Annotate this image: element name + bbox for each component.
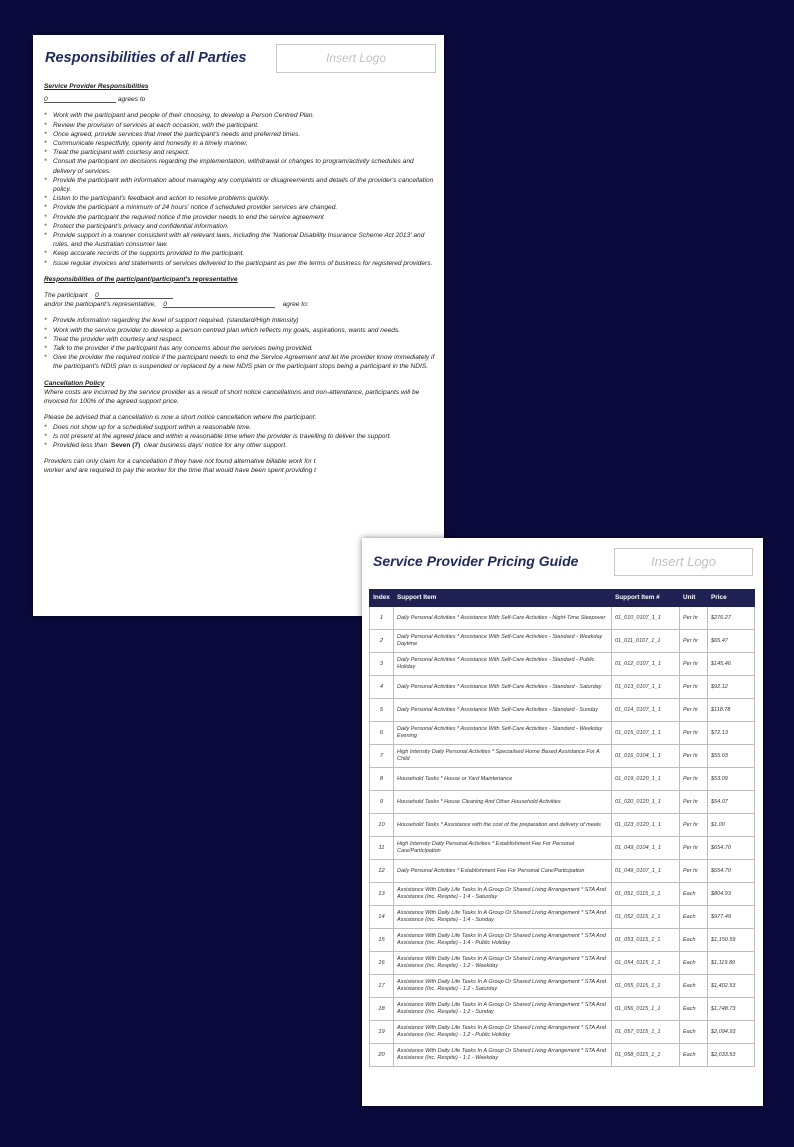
support-item-number-cell: 01_058_0115_1_1 xyxy=(612,1044,680,1067)
price-cell: $1.00 xyxy=(708,814,755,837)
price-cell: $1,748.73 xyxy=(708,998,755,1021)
unit-cell: Per hr xyxy=(680,745,708,768)
unit-cell: Each xyxy=(680,1021,708,1044)
index-cell: 4 xyxy=(370,676,394,699)
price-cell: $92.12 xyxy=(708,676,755,699)
index-cell: 11 xyxy=(370,837,394,860)
price-cell: $276.27 xyxy=(708,607,755,630)
pricing-table-body xyxy=(370,607,755,1067)
price-cell: $2,033.53 xyxy=(708,1044,755,1067)
list-item: * Is not present at the agreed place and within a reasonable time when the provider is travelling to deliver the support. xyxy=(44,432,436,441)
participant-heading: Responsibilities of the participant/participant's representative xyxy=(44,275,238,283)
support-item-number-cell: 01_051_0115_1_1 xyxy=(612,883,680,906)
index-cell: 16 xyxy=(370,952,394,975)
support-item-cell: Assistance With Daily Life Tasks In A Group Or Shared Living Arrangement * STA And Assistance (Inc. Respite) - 1:2 - Public Holiday xyxy=(394,1021,612,1044)
unit-cell: Per hr xyxy=(680,630,708,653)
table-row xyxy=(370,722,755,745)
index-cell: 20 xyxy=(370,1044,394,1067)
support-item-number-cell: 01_016_0104_1_1 xyxy=(612,745,680,768)
price-cell: $1,150.59 xyxy=(708,929,755,952)
support-item-number-cell: 01_054_0115_1_1 xyxy=(612,952,680,975)
table-row xyxy=(370,1021,755,1044)
cancellation-intro: Where costs are incurred by the service provider as a result of short notice cancellations and non-attendance, participants will be invoiced for 100% of the agreed support price. xyxy=(44,388,420,406)
unit-cell: Each xyxy=(680,883,708,906)
page-title: Service Provider Pricing Guide xyxy=(373,553,579,569)
index-cell: 10 xyxy=(370,814,394,837)
support-item-number-cell: 01_013_0107_1_1 xyxy=(612,676,680,699)
price-cell: $654.70 xyxy=(708,860,755,883)
responsibilities-page xyxy=(33,35,444,616)
table-row xyxy=(370,998,755,1021)
table-row xyxy=(370,699,755,722)
support-item-cell: Assistance With Daily Life Tasks In A Group Or Shared Living Arrangement * STA And Assistance (Inc. Respite) - 1:4 - Public Holiday xyxy=(394,929,612,952)
unit-cell: Each xyxy=(680,998,708,1021)
support-item-number-cell: 01_014_0107_1_1 xyxy=(612,699,680,722)
price-cell: $1,402.53 xyxy=(708,975,755,998)
price-cell: $1,119.89 xyxy=(708,952,755,975)
support-item-cell: Assistance With Daily Life Tasks In A Group Or Shared Living Arrangement * STA And Assistance (Inc. Respite) - 1:4 - Sunday xyxy=(394,906,612,929)
column-header-index: Index xyxy=(370,590,394,607)
price-cell: $977.49 xyxy=(708,906,755,929)
support-item-number-cell: 01_010_0107_1_1 xyxy=(612,607,680,630)
index-cell: 18 xyxy=(370,998,394,1021)
representative-line: and/or the participant's representative, 0 agree to: xyxy=(44,301,309,309)
list-item: * Give the provider the required notice if the participant needs to end the Service Agreement and let the provider know immediately if the participant's NDIS plan is suspended or replaced by a new NDIS plan or the participant stops being a participant in the NDIS. xyxy=(44,353,436,371)
unit-cell: Per hr xyxy=(680,837,708,860)
support-item-number-cell: 01_056_0115_1_1 xyxy=(612,998,680,1021)
support-item-cell: Daily Personal Activities * Assistance With Self-Care Activities - Standard - Public Holiday xyxy=(394,653,612,676)
unit-cell: Per hr xyxy=(680,676,708,699)
index-cell: 15 xyxy=(370,929,394,952)
support-item-number-cell: 01_052_0115_1_1 xyxy=(612,906,680,929)
support-item-cell: Daily Personal Activities * Establishment Fee For Personal Care/Participation xyxy=(394,860,612,883)
table-row xyxy=(370,906,755,929)
list-item: * Once agreed, provide services that meet the participant's needs and preferred times. xyxy=(44,130,436,139)
table-row xyxy=(370,814,755,837)
pricing-table xyxy=(369,589,755,1067)
support-item-number-cell: 01_015_0107_1_1 xyxy=(612,722,680,745)
index-cell: 12 xyxy=(370,860,394,883)
support-item-number-cell: 01_057_0115_1_1 xyxy=(612,1021,680,1044)
support-item-number-cell: 01_049_0107_1_1 xyxy=(612,860,680,883)
list-item: * Talk to the provider if the participant has any concerns about the services being provided. xyxy=(44,344,436,353)
unit-cell: Per hr xyxy=(680,699,708,722)
table-row xyxy=(370,837,755,860)
support-item-cell: Assistance With Daily Life Tasks In A Group Or Shared Living Arrangement * STA And Assistance (Inc. Respite) - 1:1 - Weekday xyxy=(394,1044,612,1067)
index-cell: 19 xyxy=(370,1021,394,1044)
table-row xyxy=(370,975,755,998)
support-item-cell: Assistance With Daily Life Tasks In A Group Or Shared Living Arrangement * STA And Assistance (Inc. Respite) - 1:2 - Weekday xyxy=(394,952,612,975)
table-row xyxy=(370,883,755,906)
support-item-number-cell: 01_012_0107_1_1 xyxy=(612,653,680,676)
list-item: * Provided less than Seven (7) clear business days' notice for any other support. xyxy=(44,441,436,450)
index-cell: 9 xyxy=(370,791,394,814)
index-cell: 6 xyxy=(370,722,394,745)
support-item-number-cell: 01_049_0104_1_1 xyxy=(612,837,680,860)
provider-heading: Service Provider Responsibilities xyxy=(44,83,149,90)
price-cell: $72.13 xyxy=(708,722,755,745)
index-cell: 5 xyxy=(370,699,394,722)
agrees-to-text: agrees to xyxy=(117,96,146,104)
price-cell: $118.78 xyxy=(708,699,755,722)
list-item: * Treat the provider with courtesy and respect. xyxy=(44,335,436,344)
pricing-guide-page xyxy=(362,538,763,1106)
support-item-number-cell: 01_023_0120_1_1 xyxy=(612,814,680,837)
support-item-cell: Daily Personal Activities * Assistance With Self-Care Activities - Standard - Weekday Daytime xyxy=(394,630,612,653)
unit-cell: Each xyxy=(680,1044,708,1067)
support-item-number-cell: 01_011_0107_1_1 xyxy=(612,630,680,653)
claim-line-1: Providers can only claim for a cancellation if they have not found alternative billable work for t xyxy=(44,458,316,466)
price-cell: $654.70 xyxy=(708,837,755,860)
support-item-cell: Daily Personal Activities * Assistance With Self-Care Activities - Standard - Saturday xyxy=(394,676,612,699)
table-header-row xyxy=(370,590,755,607)
list-item: * Review the provision of services at each occasion, with the participant. xyxy=(44,121,436,130)
table-row xyxy=(370,860,755,883)
list-item: * Does not show up for a scheduled support within a reasonable time. xyxy=(44,423,436,432)
unit-cell: Per hr xyxy=(680,653,708,676)
logo-placeholder: Insert Logo xyxy=(276,44,436,73)
unit-cell: Per hr xyxy=(680,607,708,630)
provider-agrees-line xyxy=(44,95,436,104)
cancellation-heading: Cancellation Policy xyxy=(44,379,105,387)
support-item-number-cell: 01_055_0115_1_1 xyxy=(612,975,680,998)
support-item-number-cell: 01_053_0115_1_1 xyxy=(612,929,680,952)
list-item: * Provide the participant with information about managing any complaints or disagreements and details of the provider's cancellation policy. xyxy=(44,176,436,194)
list-item: * Provide the participant the required notice if the provider needs to end the service agreement xyxy=(44,213,436,222)
list-item: * Work with the service provider to develop a person centred plan which reflects my goals, aspirations, wants and needs. xyxy=(44,326,436,335)
list-item: * Communicate respectfully, openly and honestly in a timely manner. xyxy=(44,139,436,148)
unit-cell: Each xyxy=(680,952,708,975)
table-row xyxy=(370,745,755,768)
support-item-cell: Daily Personal Activities * Assistance With Self-Care Activities - Standard - Weekday Evening xyxy=(394,722,612,745)
list-item: * Keep accurate records of the supports provided to the participant. xyxy=(44,249,436,258)
price-cell: $2,094.93 xyxy=(708,1021,755,1044)
index-cell: 13 xyxy=(370,883,394,906)
support-item-cell: Assistance With Daily Life Tasks In A Group Or Shared Living Arrangement * STA And Assistance (Inc. Respite) - 1:2 - Sunday xyxy=(394,998,612,1021)
participant-responsibility-list xyxy=(44,316,436,371)
index-cell: 2 xyxy=(370,630,394,653)
unit-cell: Each xyxy=(680,906,708,929)
support-item-number-cell: 01_019_0120_1_1 xyxy=(612,768,680,791)
table-row xyxy=(370,630,755,653)
support-item-cell: Household Tasks * House Cleaning And Other Household Activities xyxy=(394,791,612,814)
list-item: * Protect the participant's privacy and confidential information. xyxy=(44,222,436,231)
table-row xyxy=(370,607,755,630)
page-title: Responsibilities of all Parties xyxy=(45,50,247,66)
claim-line-2: worker and are required to pay the worker for the time that would have been spent providing t xyxy=(44,467,316,475)
provider-name-field[interactable]: 0 xyxy=(44,95,116,103)
index-cell: 7 xyxy=(370,745,394,768)
list-item: * Provide the participant a minimum of 24 hours' notice if scheduled provider services are changed. xyxy=(44,203,436,212)
unit-cell: Per hr xyxy=(680,860,708,883)
index-cell: 8 xyxy=(370,768,394,791)
list-item: * Work with the participant and people of their choosing, to develop a Person Centred Plan. xyxy=(44,111,436,120)
support-item-cell: Household Tasks * House or Yard Maintenance xyxy=(394,768,612,791)
list-item: * Issue regular invoices and statements of services delivered to the participant as per the terms of business for registered providers. xyxy=(44,259,436,268)
representative-name-field[interactable]: 0 xyxy=(163,300,275,308)
support-item-cell: Assistance With Daily Life Tasks In A Group Or Shared Living Arrangement * STA And Assistance (Inc. Respite) - 1:2 - Saturday xyxy=(394,975,612,998)
cancellation-advised: Please be advised that a cancellation is now a short notice cancellation where the participant: xyxy=(44,414,317,422)
unit-cell: Per hr xyxy=(680,791,708,814)
support-item-cell: High Intensity Daily Personal Activities * Establishment Fee For Personal Care/Participation xyxy=(394,837,612,860)
price-cell: $54.07 xyxy=(708,791,755,814)
list-item: * Listen to the participant's feedback and action to resolve problems quickly. xyxy=(44,194,436,203)
table-row xyxy=(370,676,755,699)
list-item: * Provide information regarding the level of support required. (standard/High Intensity) xyxy=(44,316,436,325)
column-header-support-item-number: Support Item # xyxy=(612,590,680,607)
list-item: * Treat the participant with courtesy and respect. xyxy=(44,148,436,157)
unit-cell: Per hr xyxy=(680,768,708,791)
price-cell: $53.09 xyxy=(708,768,755,791)
index-cell: 17 xyxy=(370,975,394,998)
index-cell: 3 xyxy=(370,653,394,676)
table-row xyxy=(370,1044,755,1067)
price-cell: $65.47 xyxy=(708,630,755,653)
unit-cell: Per hr xyxy=(680,814,708,837)
support-item-cell: Assistance With Daily Life Tasks In A Group Or Shared Living Arrangement * STA And Assistance (Inc. Respite) - 1:4 - Saturday xyxy=(394,883,612,906)
cancellation-notice-list xyxy=(44,441,436,450)
table-row xyxy=(370,653,755,676)
index-cell: 14 xyxy=(370,906,394,929)
support-item-cell: High Intensity Daily Personal Activities * Specialised Home Based Assistance For A Child xyxy=(394,745,612,768)
price-cell: $55.03 xyxy=(708,745,755,768)
cancellation-list xyxy=(44,423,436,441)
provider-responsibility-list xyxy=(44,111,436,267)
document-body xyxy=(44,82,436,476)
price-cell: $804.93 xyxy=(708,883,755,906)
support-item-cell: Daily Personal Activities * Assistance With Self-Care Activities - Standard - Sunday xyxy=(394,699,612,722)
table-row xyxy=(370,929,755,952)
logo-placeholder: Insert Logo xyxy=(614,548,753,576)
index-cell: 1 xyxy=(370,607,394,630)
support-item-cell: Daily Personal Activities * Assistance With Self-Care Activities - Night-Time Sleepover xyxy=(394,607,612,630)
column-header-unit: Unit xyxy=(680,590,708,607)
list-item: * Consult the participant on decisions regarding the implementation, withdrawal or changes to program/activity schedules and delivery of services. xyxy=(44,157,436,175)
support-item-cell: Household Tasks * Assistance with the cost of the preparation and delivery of meals xyxy=(394,814,612,837)
unit-cell: Each xyxy=(680,975,708,998)
table-row xyxy=(370,791,755,814)
unit-cell: Each xyxy=(680,929,708,952)
participant-line: The participant 0 xyxy=(44,291,436,300)
unit-cell: Per hr xyxy=(680,722,708,745)
participant-name-field[interactable]: 0 xyxy=(95,291,173,299)
table-row xyxy=(370,768,755,791)
list-item: * Provide support in a manner consistent with all relevant laws, including the 'National Disability Insurance Scheme Act 2013' and rules, and the Australian consumer law. xyxy=(44,231,436,249)
column-header-price: Price xyxy=(708,590,755,607)
price-cell: $145.46 xyxy=(708,653,755,676)
seven-days-text: Seven (7) xyxy=(110,441,141,449)
support-item-number-cell: 01_020_0120_1_1 xyxy=(612,791,680,814)
column-header-support-item: Support Item xyxy=(394,590,612,607)
table-row xyxy=(370,952,755,975)
